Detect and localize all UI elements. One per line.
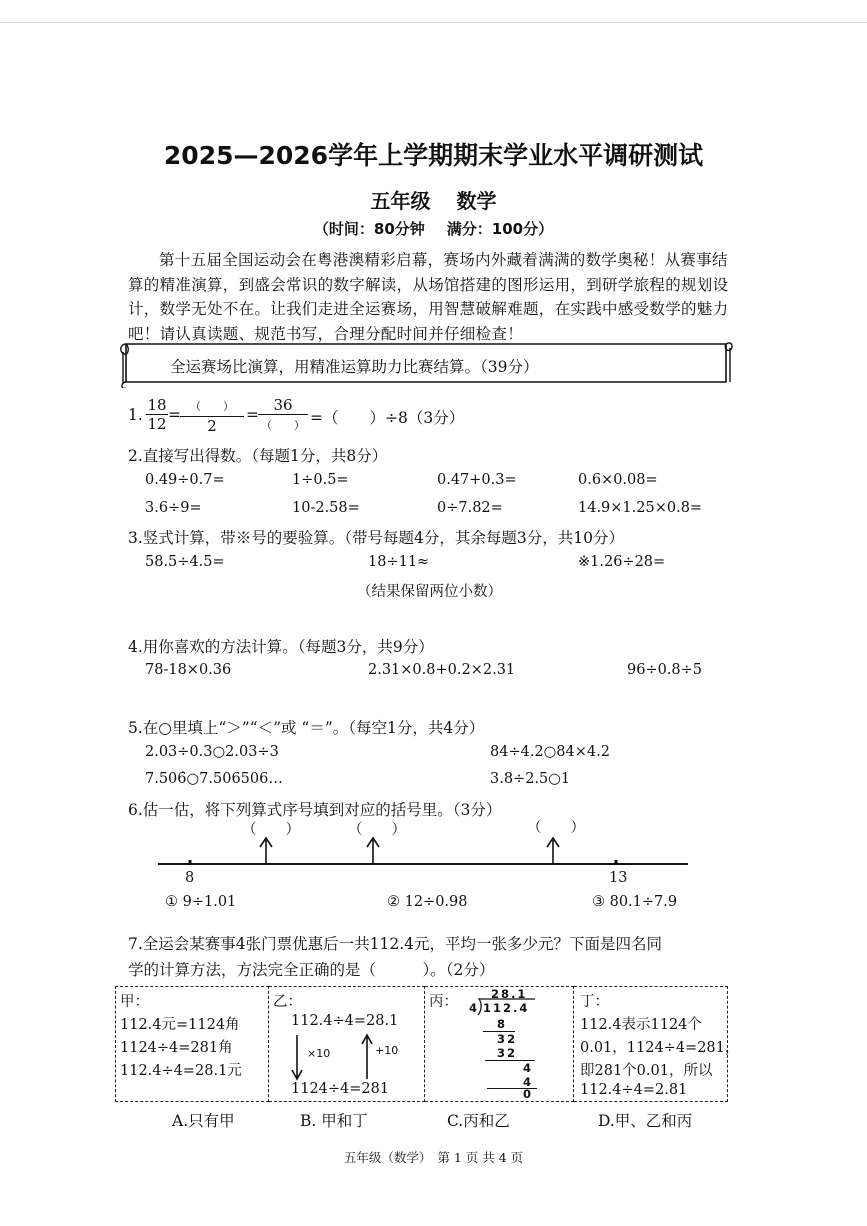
bing-step-1: 8 bbox=[497, 1017, 506, 1031]
q2-title: 2.直接写出得数。（每题1分，共8分） bbox=[128, 447, 388, 465]
time-info: （时间：80分钟 bbox=[313, 220, 425, 238]
yi-label: 乙： bbox=[273, 994, 302, 1010]
q2-item-2: 1÷0.5= bbox=[292, 472, 349, 488]
yi-bottom-equation: 1124÷4=281 bbox=[291, 1081, 390, 1097]
bing-step-3: 32 bbox=[497, 1046, 518, 1060]
footer-subject: 五年级（数学） bbox=[343, 1150, 432, 1165]
q3-item-2: 18÷11≈ bbox=[368, 554, 430, 570]
bing-step-2: 32 bbox=[497, 1032, 518, 1046]
yi-top-equation: 112.4÷4=28.1 bbox=[291, 1013, 399, 1029]
ding-line-4: 112.4÷4=2.81 bbox=[580, 1082, 688, 1098]
method-yi bbox=[269, 987, 425, 1102]
bing-step-6: 0 bbox=[523, 1087, 532, 1101]
intro-paragraph: 第十五届全国运动会在粤港澳精彩启幕，赛场内外藏着满满的数学奥秘！从赛事结算的精准演算，到盛会常识的数字解读，从场馆搭建的图形运用，到研学旅程的规划设计，数学无处不在。让我们走进全运赛场，用智慧破解难题，在实践中感受数学的魅力吧！请认真读题、规范书写，合理分配时间并仔细检查！ bbox=[128, 251, 729, 343]
jia-label: 甲： bbox=[120, 994, 149, 1010]
q1-frac2-num: （ ） bbox=[190, 400, 234, 413]
bing-step-4: 4 bbox=[523, 1061, 532, 1075]
q1-frac2-den: 2 bbox=[207, 417, 217, 435]
q2-item-7: 0÷7.82= bbox=[437, 500, 503, 516]
method-jia bbox=[116, 987, 269, 1102]
top-divider bbox=[0, 22, 867, 23]
footer-page: 第 1 页 共 4 页 bbox=[437, 1150, 524, 1165]
q1-fraction-2 bbox=[180, 397, 244, 434]
q2-item-4: 0.6×0.08= bbox=[578, 472, 658, 488]
q2-item-5: 3.6÷9= bbox=[145, 500, 202, 516]
method-bing bbox=[425, 987, 574, 1102]
q2-item-1: 0.49÷0.7= bbox=[145, 472, 225, 488]
q4-title: 4.用你喜欢的方法计算。（每题3分，共9分） bbox=[128, 638, 434, 656]
jia-line-3: 112.4÷4=28.1元 bbox=[120, 1063, 242, 1079]
q7-title-line-1: 7.全运会某赛事4张门票优惠后一共112.4元，平均一张多少元？下面是四名同 bbox=[128, 935, 663, 953]
q1-frac1-den: 12 bbox=[147, 415, 167, 433]
q5-item-1: 2.03÷0.3○2.03÷3 bbox=[145, 744, 279, 760]
jia-line-1: 112.4元=1124角 bbox=[120, 1017, 240, 1033]
q7-title-line-2: 学的计算方法，方法完全正确的是（ ）。（2分） bbox=[128, 961, 495, 979]
q6-option-3: ③ 80.1÷7.9 bbox=[592, 894, 678, 910]
grade-subject bbox=[0, 185, 867, 214]
bing-quotient: 28.1 bbox=[491, 987, 528, 1001]
number-line-label-end: 13 bbox=[609, 870, 628, 886]
q7-choice-c: C.丙和乙 bbox=[447, 1112, 510, 1130]
q6-blank-3: （ ） bbox=[527, 820, 585, 836]
q5-item-3: 7.506̇○7.506506… bbox=[145, 771, 283, 787]
ding-line-3: 即281个0.01，所以 bbox=[580, 1063, 713, 1079]
arrow-up-icon bbox=[260, 838, 272, 864]
q1-number: 1. bbox=[128, 406, 143, 424]
jia-line-2: 1124÷4=281角 bbox=[120, 1040, 233, 1056]
grade: 五年级 bbox=[370, 189, 431, 213]
q7-choice-b: B. 甲和丁 bbox=[300, 1112, 368, 1130]
q1-eq2: = bbox=[246, 406, 259, 424]
q6-blank-2: （ ） bbox=[348, 822, 406, 838]
q2-item-6: 10-2.58= bbox=[292, 500, 360, 516]
q3-item-1: 58.5÷4.5= bbox=[145, 554, 225, 570]
q5-title: 5.在○里填上“＞”“＜”或 “＝”。（每空1分，共4分） bbox=[128, 719, 485, 737]
arrow-up-icon bbox=[547, 838, 559, 864]
q4-item-2: 2.31×0.8+0.2×2.31 bbox=[368, 662, 516, 678]
q1-rest: =（ ）÷8（3分） bbox=[310, 409, 465, 427]
number-line-label-start: 8 bbox=[185, 870, 195, 886]
bing-dividend: 112.4 bbox=[483, 1001, 530, 1015]
q1-fraction-1 bbox=[146, 397, 168, 432]
page-footer bbox=[0, 1148, 867, 1166]
arrow-up-icon bbox=[362, 1035, 372, 1079]
q2-item-8: 14.9×1.25×0.8= bbox=[578, 500, 703, 516]
method-ding bbox=[574, 987, 740, 1102]
q6-option-2: ② 12÷0.98 bbox=[387, 894, 468, 910]
q3-title: 3.竖式计算，带※号的要验算。（带号每题4分，其余每题3分，共10分） bbox=[128, 529, 624, 547]
q1-frac3-num: 36 bbox=[273, 396, 293, 414]
score-info: 满分：100分） bbox=[446, 220, 554, 238]
arrow-down-icon bbox=[292, 1035, 302, 1079]
q1-fraction-3 bbox=[258, 397, 308, 434]
q1-frac3-den: （ ） bbox=[261, 419, 305, 432]
bing-divisor: 4 bbox=[469, 1001, 478, 1015]
subject: 数学 bbox=[456, 189, 497, 213]
q4-item-3: 96÷0.8÷5 bbox=[627, 662, 703, 678]
exam-title: 2025—2026学年上学期期末学业水平调研测试 bbox=[163, 141, 704, 170]
q3-item-3: ※1.26÷28= bbox=[578, 554, 666, 570]
q5-item-2: 84÷4.2○84×4.2 bbox=[490, 744, 610, 760]
q6-option-1: ① 9÷1.01 bbox=[165, 894, 237, 910]
yi-arrows bbox=[289, 1033, 399, 1083]
ding-label: 丁： bbox=[580, 994, 609, 1010]
bing-label: 丙： bbox=[429, 994, 458, 1010]
q3-note: （结果保留两位小数） bbox=[357, 584, 502, 600]
arrow-up-icon bbox=[367, 838, 379, 864]
q1-frac1-num: 18 bbox=[147, 396, 167, 414]
q7-methods-table bbox=[115, 986, 740, 1102]
q6-blank-1: （ ） bbox=[242, 822, 300, 838]
bing-step-5: 4 bbox=[523, 1075, 532, 1089]
yi-left-arrow-label: ×10 bbox=[307, 1047, 331, 1060]
yi-right-arrow-label: +10 bbox=[375, 1044, 399, 1057]
q4-item-1: 78-18×0.36 bbox=[145, 662, 232, 678]
q6-title: 6.估一估，将下列算式序号填到对应的括号里。（3分） bbox=[128, 801, 502, 819]
section-1-title: 全运赛场比演算，用精准运算助力比赛结算。（39分） bbox=[170, 358, 539, 376]
q2-item-3: 0.47+0.3= bbox=[437, 472, 517, 488]
ding-line-1: 112.4表示1124个 bbox=[580, 1017, 702, 1033]
q1-eq1: = bbox=[168, 406, 181, 424]
q7-choice-a: A.只有甲 bbox=[172, 1112, 235, 1130]
q5-item-4: 3.8÷2.5○1 bbox=[490, 771, 571, 787]
ding-line-2: 0.01，1124÷4=281， bbox=[580, 1040, 740, 1056]
time-score-info bbox=[0, 218, 867, 239]
q7-choice-d: D.甲、乙和丙 bbox=[598, 1112, 693, 1130]
